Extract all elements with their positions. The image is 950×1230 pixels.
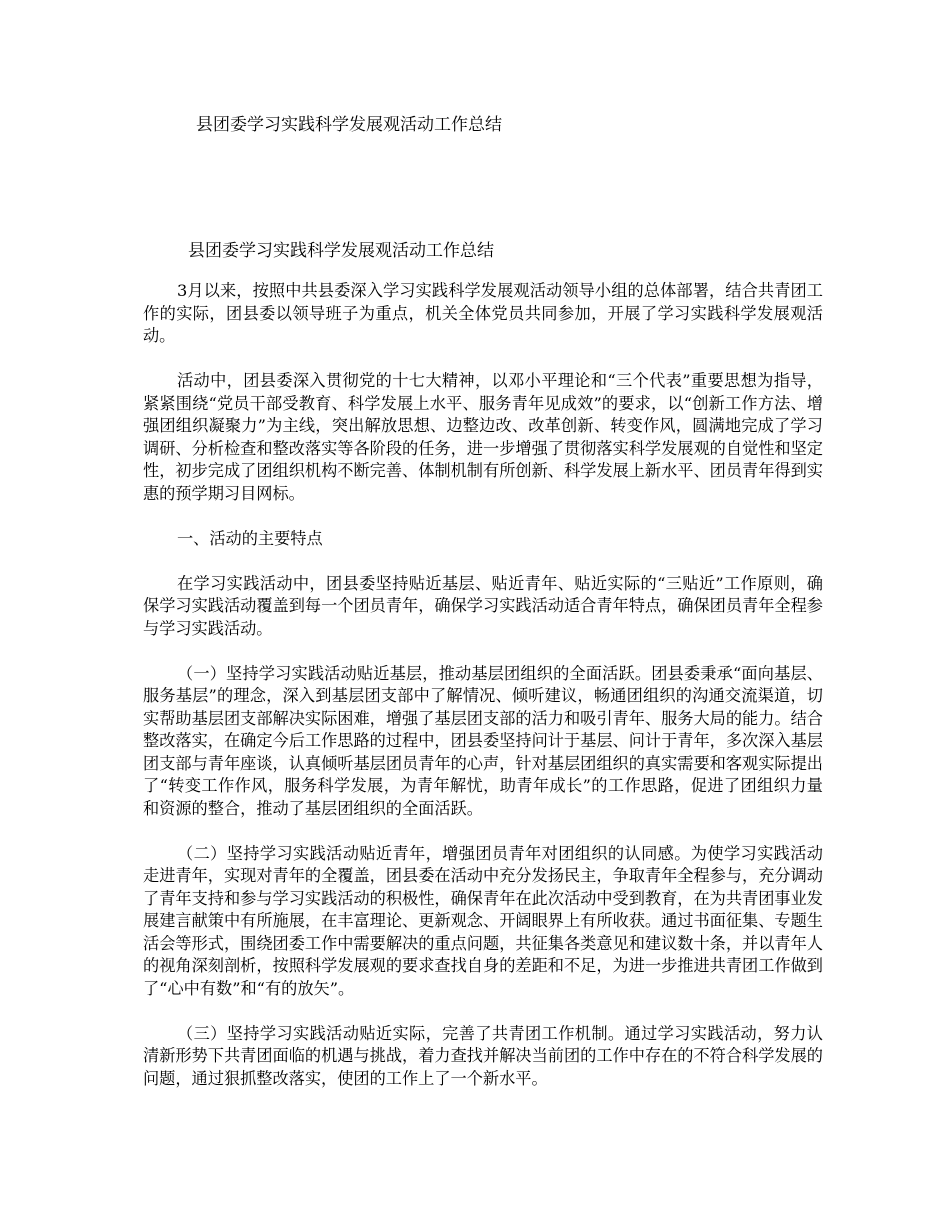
paragraph: 活动中，团县委深入贯彻党的十七大精神，以邓小平理论和“三个代表”重要思想为指导，紧紧围绕“党员干部受教育、科学发展上水平、服务青年见成效”的要求，以“创新工作方法、增强团组织凝聚力”为主线，突出解放思想、边整边改、改革创新、转变作风，圆满地完成了学习调研、分析检查和整改落实等各阶段的任务，进一步增强了贯彻落实科学发展观的自觉性和坚定性，初步完成了团组织机构不断完善、体制机制有所创新、科学发展上新水平、团员青年得到实惠的预学期习目网标。 bbox=[143, 371, 823, 503]
paragraph: （一）坚持学习实践活动贴近基层，推动基层团组织的全面活跃。团县委秉承“面向基层、服务基层”的理念，深入到基层团支部中了解情况、倾听建议，畅通团组织的沟通交流渠道，切实帮助基层团支部解决实际困难，增强了基层团支部的活力和吸引青年、服务大局的能力。结合整改落实，在确定今后工作思路的过程中，团县委坚持问计于基层、问计于青年，多次深入基层团支部与青年座谈，认真倾听基层团员青年的心声，针对基层团组织的真实需要和客观实际提出了“转变工作作风，服务科学发展，为青年解忧，助青年成长”的工作思路，促进了团组织力量和资源的整合，推动了基层团组织的全面活跃。 bbox=[143, 663, 823, 818]
document-body bbox=[143, 280, 823, 1113]
section-heading: 一、活动的主要特点 bbox=[177, 528, 323, 548]
paragraph: 在学习实践活动中，团县委坚持贴近基层、贴近青年、贴近实际的“三贴近”工作原则，确保学习实践活动覆盖到每一个团员青年，确保学习实践活动适合青年特点，确保团员青年全程参与学习实践活动。 bbox=[143, 573, 823, 638]
document-title: 县团委学习实践科学发展观活动工作总结 bbox=[188, 241, 494, 261]
page-header-title: 县团委学习实践科学发展观活动工作总结 bbox=[196, 115, 502, 135]
paragraph: 3月以来，按照中共县委深入学习实践科学发展观活动领导小组的总体部署，结合共青团工作的实际，团县委以领导班子为重点，机关全体党员共同参加，开展了学习实践科学发展观活动。 bbox=[143, 281, 823, 345]
paragraph: （二）坚持学习实践活动贴近青年，增强团员青年对团组织的认同感。为使学习实践活动走进青年，实现对青年的全覆盖，团县委在活动中充分发扬民主，争取青年全程参与，充分调动了青年支持和参与学习实践活动的积极性，确保青年在此次活动中受到教育，在为共青团事业发展建言献策中有所施展，在丰富理论、更新观念、开阔眼界上有所收获。通过书面征集、专题生活会等形式，围绕团委工作中需要解决的重点问题，共征集各类意见和建议数十条，并以青年人的视角深刻剖析，按照科学发展观的要求查找自身的差距和不足，为进一步推进共青团工作做到了“心中有数”和“有的放矢”。 bbox=[143, 843, 823, 998]
paragraph: （三）坚持学习实践活动贴近实际，完善了共青团工作机制。通过学习实践活动，努力认清新形势下共青团面临的机遇与挑战，着力查找并解决当前团的工作中存在的不符合科学发展的问题，通过狠抓整改落实，使团的工作上了一个新水平。 bbox=[143, 1023, 823, 1088]
